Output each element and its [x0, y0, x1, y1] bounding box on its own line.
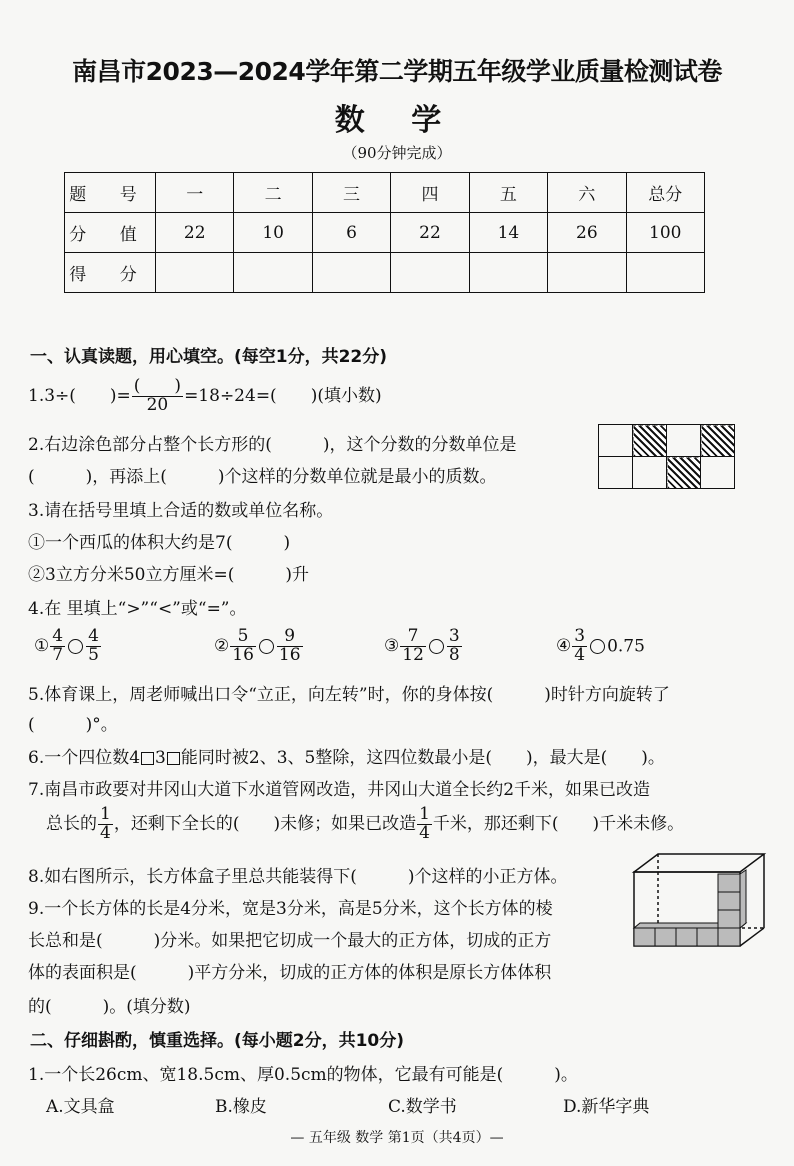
q4-item-4: [556, 628, 645, 665]
col-header: 二: [234, 173, 312, 213]
grid-cell: [633, 457, 667, 489]
option-b[interactable]: B.橡皮: [215, 1097, 267, 1117]
q1-frac-num: ( ): [133, 376, 182, 396]
q4-item-mark: ④: [556, 635, 572, 656]
score-value: 26: [548, 213, 626, 253]
q6-text-c: 能同时被2、3、5整除，这四位数最小是( )，最大是( )。: [180, 748, 665, 768]
q4-item-2: [214, 628, 304, 665]
page-footer: — 五年级 数学 第1页（共4页）—: [290, 1130, 504, 1146]
question-9-line1: 9.一个长方体的长是4分米，宽是3分米，高是5分米，这个长方体的棱: [28, 899, 553, 919]
col-header: 四: [391, 173, 469, 213]
col-header: 总分: [626, 173, 704, 213]
question-4-stem: 4.在 里填上“>”“<”或“=”。: [28, 599, 247, 619]
q7-fraction-1: [98, 806, 113, 843]
grid-cell-shaded: [701, 425, 735, 457]
q4-right-decimal: 0.75: [607, 636, 645, 657]
score-table-row-value: [65, 213, 705, 253]
shaded-rectangle-figure: [598, 424, 735, 489]
digit-box[interactable]: [167, 752, 180, 765]
q1-text-a: 1.3÷( )=: [28, 385, 131, 406]
question-2-line1: 2.右边涂色部分占整个长方形的( )，这个分数的分数单位是: [28, 435, 517, 455]
q6-text-b: 3: [155, 748, 166, 768]
q7-text-a: 总长的: [46, 813, 97, 834]
col-header: 三: [312, 173, 390, 213]
earned-cell[interactable]: [469, 253, 547, 293]
row-label-question: 题 号: [65, 173, 156, 213]
frac-num: 3: [574, 626, 586, 646]
compare-circle[interactable]: [259, 639, 274, 654]
score-table-row-question: [65, 173, 705, 213]
row-label-value: 分 值: [65, 213, 156, 253]
subject-title: 数 学: [334, 103, 460, 138]
question-9-line2: 长总和是( )分米。如果把它切成一个最大的正方体，切成的正方: [28, 931, 552, 951]
compare-circle[interactable]: [590, 639, 605, 654]
question-9-line4: 的( )。(填分数): [28, 997, 191, 1017]
option-d[interactable]: D.新华字典: [563, 1097, 650, 1117]
question-8: 8.如右图所示，长方体盒子里总共能装得下( )个这样的小正方体。: [28, 867, 568, 887]
q4-item-mark: ①: [34, 635, 50, 656]
score-value: 14: [469, 213, 547, 253]
frac-den: 7: [52, 644, 64, 665]
q4-item-1: [34, 628, 102, 665]
option-c[interactable]: C.数学书: [388, 1097, 457, 1117]
option-a[interactable]: A.文具盒: [46, 1097, 115, 1117]
earned-cell[interactable]: [548, 253, 626, 293]
earned-cell[interactable]: [391, 253, 469, 293]
q4-right-fraction: [447, 628, 462, 665]
q1-text-b: =18÷24=( )(填小数): [184, 385, 382, 406]
grid-cell: [701, 457, 735, 489]
question-2-line2: ( )，再添上( )个这样的分数单位就是最小的质数。: [28, 467, 497, 487]
q4-left-fraction: [572, 628, 587, 665]
question-5-line2: ( )°。: [28, 715, 118, 735]
question-5-line1: 5.体育课上，周老师喊出口令“立正，向左转”时，你的身体按( )时针方向旋转了: [28, 685, 670, 705]
frac-num: 7: [400, 628, 426, 647]
col-header: 六: [548, 173, 626, 213]
frac-den: 16: [232, 644, 254, 665]
q1-fraction: [132, 378, 183, 415]
question-1: [28, 378, 382, 415]
earned-cell[interactable]: [156, 253, 234, 293]
q4-left-fraction: [400, 628, 426, 665]
grid-cell: [599, 457, 633, 489]
frac-num: 9: [277, 628, 303, 647]
q4-left-fraction: [230, 628, 256, 665]
grid-cell-shaded: [667, 457, 701, 489]
row-label-earned: 得 分: [65, 253, 156, 293]
q4-item-3: [384, 628, 463, 665]
grid-cell: [667, 425, 701, 457]
section1-heading: 一、认真读题，用心填空。(每空1分，共22分): [30, 347, 388, 367]
question-9-line3: 体的表面积是( )平方分米，切成的正方体的体积是原长方体体积: [28, 963, 552, 983]
compare-circle[interactable]: [429, 639, 444, 654]
frac-den: 4: [574, 644, 586, 665]
compare-circle[interactable]: [68, 639, 83, 654]
score-value: 6: [312, 213, 390, 253]
q6-text-a: 6.一个四位数4: [28, 748, 141, 768]
question-7-line1: 7.南昌市政要对井冈山大道下水道管网改造，井冈山大道全长约2千米，如果已改造: [28, 780, 651, 800]
q1-frac-den: 20: [146, 394, 169, 415]
score-value: 100: [626, 213, 704, 253]
q4-item-mark: ②: [214, 635, 230, 656]
frac-num: 5: [230, 628, 256, 647]
earned-cell[interactable]: [626, 253, 704, 293]
col-header: 一: [156, 173, 234, 213]
frac-den: 16: [278, 644, 301, 665]
frac-den: 4: [100, 822, 111, 843]
score-table: [64, 172, 705, 293]
digit-box[interactable]: [141, 752, 154, 765]
score-value: 22: [156, 213, 234, 253]
grid-cell: [599, 425, 633, 457]
frac-num: 4: [52, 626, 64, 646]
score-value: 10: [234, 213, 312, 253]
section2-question-1: 1.一个长26cm、宽18.5cm、厚0.5cm的物体，它最有可能是( )。: [28, 1065, 578, 1085]
question-7-line2: [46, 806, 684, 843]
frac-den: 5: [88, 644, 99, 665]
score-value: 22: [391, 213, 469, 253]
frac-num: 4: [88, 626, 99, 646]
grid-cell-shaded: [633, 425, 667, 457]
frac-den: 4: [419, 822, 430, 843]
q4-left-fraction: [50, 628, 65, 665]
q4-item-mark: ③: [384, 635, 400, 656]
q7-text-c: 千米，那还剩下( )千米未修。: [432, 813, 685, 834]
time-note: （90分钟完成）: [342, 144, 452, 162]
earned-cell[interactable]: [234, 253, 312, 293]
score-table-row-earned: [65, 253, 705, 293]
question-3-stem: 3.请在括号里填上合适的数或单位名称。: [28, 501, 334, 521]
question-3b: ②3立方分米50立方厘米=( )升: [28, 565, 309, 585]
q4-right-fraction: [86, 628, 101, 665]
question-6: [28, 743, 665, 768]
exam-title: 南昌市2023—2024学年第二学期五年级学业质量检测试卷: [72, 57, 722, 86]
frac-num: 1: [419, 804, 430, 824]
frac-den: 12: [402, 644, 424, 665]
q7-text-b: ，还剩下全长的( )未修；如果已改造: [113, 813, 417, 834]
section2-heading: 二、仔细斟酌，慎重选择。(每小题2分，共10分): [30, 1031, 405, 1051]
q7-fraction-2: [417, 806, 432, 843]
earned-cell[interactable]: [312, 253, 390, 293]
frac-num: 1: [100, 804, 111, 824]
frac-num: 3: [448, 626, 460, 646]
col-header: 五: [469, 173, 547, 213]
frac-den: 8: [448, 644, 460, 665]
cuboid-box-figure: [630, 850, 768, 950]
question-3a: ①一个西瓜的体积大约是7( ): [28, 533, 291, 553]
q4-right-fraction: [277, 628, 303, 665]
